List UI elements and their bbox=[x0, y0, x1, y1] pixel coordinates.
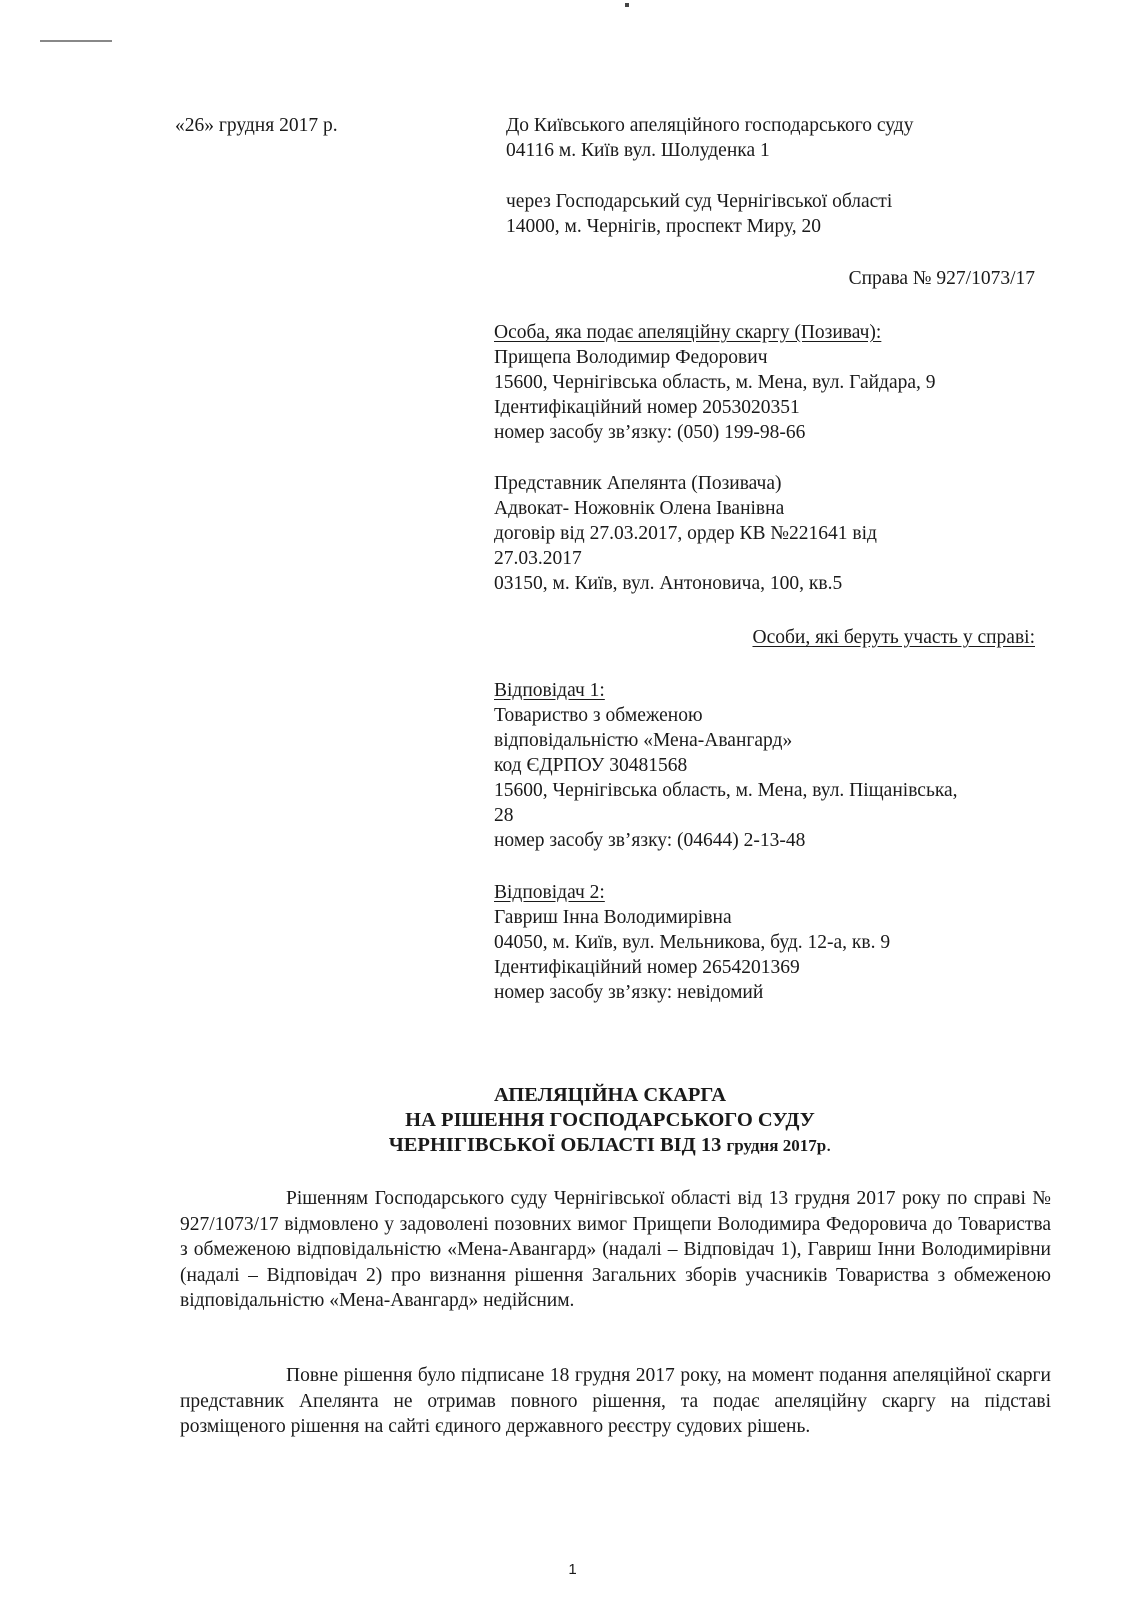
respondent2-phone: номер засобу зв’язку: невідомий bbox=[494, 982, 764, 1003]
respondent1-name-cont: відповідальністю «Мена-Авангард» bbox=[494, 730, 793, 751]
participants-heading: Особи, які беруть участь у справі: bbox=[752, 627, 1035, 648]
respondent2-block bbox=[494, 880, 1054, 1005]
via-court-address: 14000, м. Чернігів, проспект Миру, 20 bbox=[506, 216, 821, 237]
appellant-id: Ідентифікаційний номер 2053020351 bbox=[494, 397, 800, 418]
representative-heading: Представник Апелянта (Позивача) bbox=[494, 473, 782, 494]
body-paragraph-1 bbox=[180, 1186, 1051, 1314]
appellant-phone: номер засобу зв’язку: (050) 199-98-66 bbox=[494, 422, 806, 443]
respondent1-name: Товариство з обмеженою bbox=[494, 705, 703, 726]
addressee-block bbox=[506, 113, 1066, 163]
document-date: «26» грудня 2017 р. bbox=[175, 115, 338, 136]
representative-contract-date: 27.03.2017 bbox=[494, 548, 582, 569]
respondent1-phone: номер засобу зв’язку: (04644) 2-13-48 bbox=[494, 830, 806, 851]
addressee-line: До Київського апеляційного господарського суду bbox=[506, 115, 914, 136]
respondent1-heading: Відповідач 1: bbox=[494, 680, 605, 701]
respondent2-address: 04050, м. Київ, вул. Мельникова, буд. 12-а, кв. 9 bbox=[494, 932, 891, 953]
paragraph-text: Повне рішення було підписане 18 грудня 2017 року, на момент подання апеляційної скарги представник Апелянта не отримав повного рішення, та подає апеляційну скаргу на підставі розміщеного рішення на сайті єдиного державного реєстру судових рішень. bbox=[180, 1365, 1051, 1437]
respondent1-code: код ЄДРПОУ 30481568 bbox=[494, 755, 688, 776]
scan-artifact bbox=[625, 3, 629, 7]
appellant-heading: Особа, яка подає апеляційну скаргу (Позивач): bbox=[494, 322, 882, 343]
title-line-3-end: . bbox=[826, 1134, 832, 1156]
respondent1-block bbox=[494, 678, 1054, 853]
title-line-3-date: грудня 2017р bbox=[726, 1136, 827, 1155]
title-line-1: АПЕЛЯЦІЙНА СКАРГА bbox=[493, 1084, 727, 1106]
addressee-address: 04116 м. Київ вул. Шолуденка 1 bbox=[506, 140, 770, 161]
title-line-3 bbox=[150, 1133, 1070, 1158]
paragraph-text: Рішенням Господарського суду Чернігівської області від 13 грудня 2017 року по справі № 927/1073/17 відмовлено у задоволені позовних вимог Прищепи Володимира Федоровича до Товариства з обмеженою відповідальністю «Мена-Авангард» (надалі – Відповідач 1), Гавриш Інни Володимирівни (надалі – Відповідач 2) про визнання рішення Загальних зборів учасників Товариства з обмеженою відповідальністю «Мена-Авангард» недійсним. bbox=[180, 1188, 1051, 1311]
title-line-2: НА РІШЕННЯ ГОСПОДАРСЬКОГО СУДУ bbox=[405, 1109, 815, 1131]
page-number: 1 bbox=[568, 1561, 577, 1578]
body-paragraph-2 bbox=[180, 1363, 1051, 1440]
appellant-block bbox=[494, 320, 1054, 445]
respondent2-heading: Відповідач 2: bbox=[494, 882, 605, 903]
title-line-3-main: ЧЕРНІГІВСЬКОЇ ОБЛАСТІ ВІД 13 bbox=[388, 1134, 722, 1156]
scan-artifact bbox=[40, 40, 112, 42]
representative-name: Адвокат- Ножовнік Олена Іванівна bbox=[494, 498, 785, 519]
respondent2-name: Гавриш Інна Володимирівна bbox=[494, 907, 732, 928]
appellant-address: 15600, Чернігівська область, м. Мена, вул. Гайдара, 9 bbox=[494, 372, 936, 393]
representative-contract: договір від 27.03.2017, ордер КВ №221641 від bbox=[494, 523, 877, 544]
via-court-line: через Господарський суд Чернігівської області bbox=[506, 191, 893, 212]
respondent2-id: Ідентифікаційний номер 2654201369 bbox=[494, 957, 800, 978]
appellant-name: Прищепа Володимир Федорович bbox=[494, 347, 768, 368]
document-title bbox=[150, 1083, 1070, 1158]
respondent1-address-cont: 28 bbox=[494, 805, 514, 826]
representative-address: 03150, м. Київ, вул. Антоновича, 100, кв.5 bbox=[494, 573, 843, 594]
respondent1-address: 15600, Чернігівська область, м. Мена, вул. Піщанівська, bbox=[494, 780, 958, 801]
via-court-block bbox=[506, 189, 1066, 239]
representative-block bbox=[494, 471, 1054, 596]
case-number: Справа № 927/1073/17 bbox=[848, 268, 1035, 289]
